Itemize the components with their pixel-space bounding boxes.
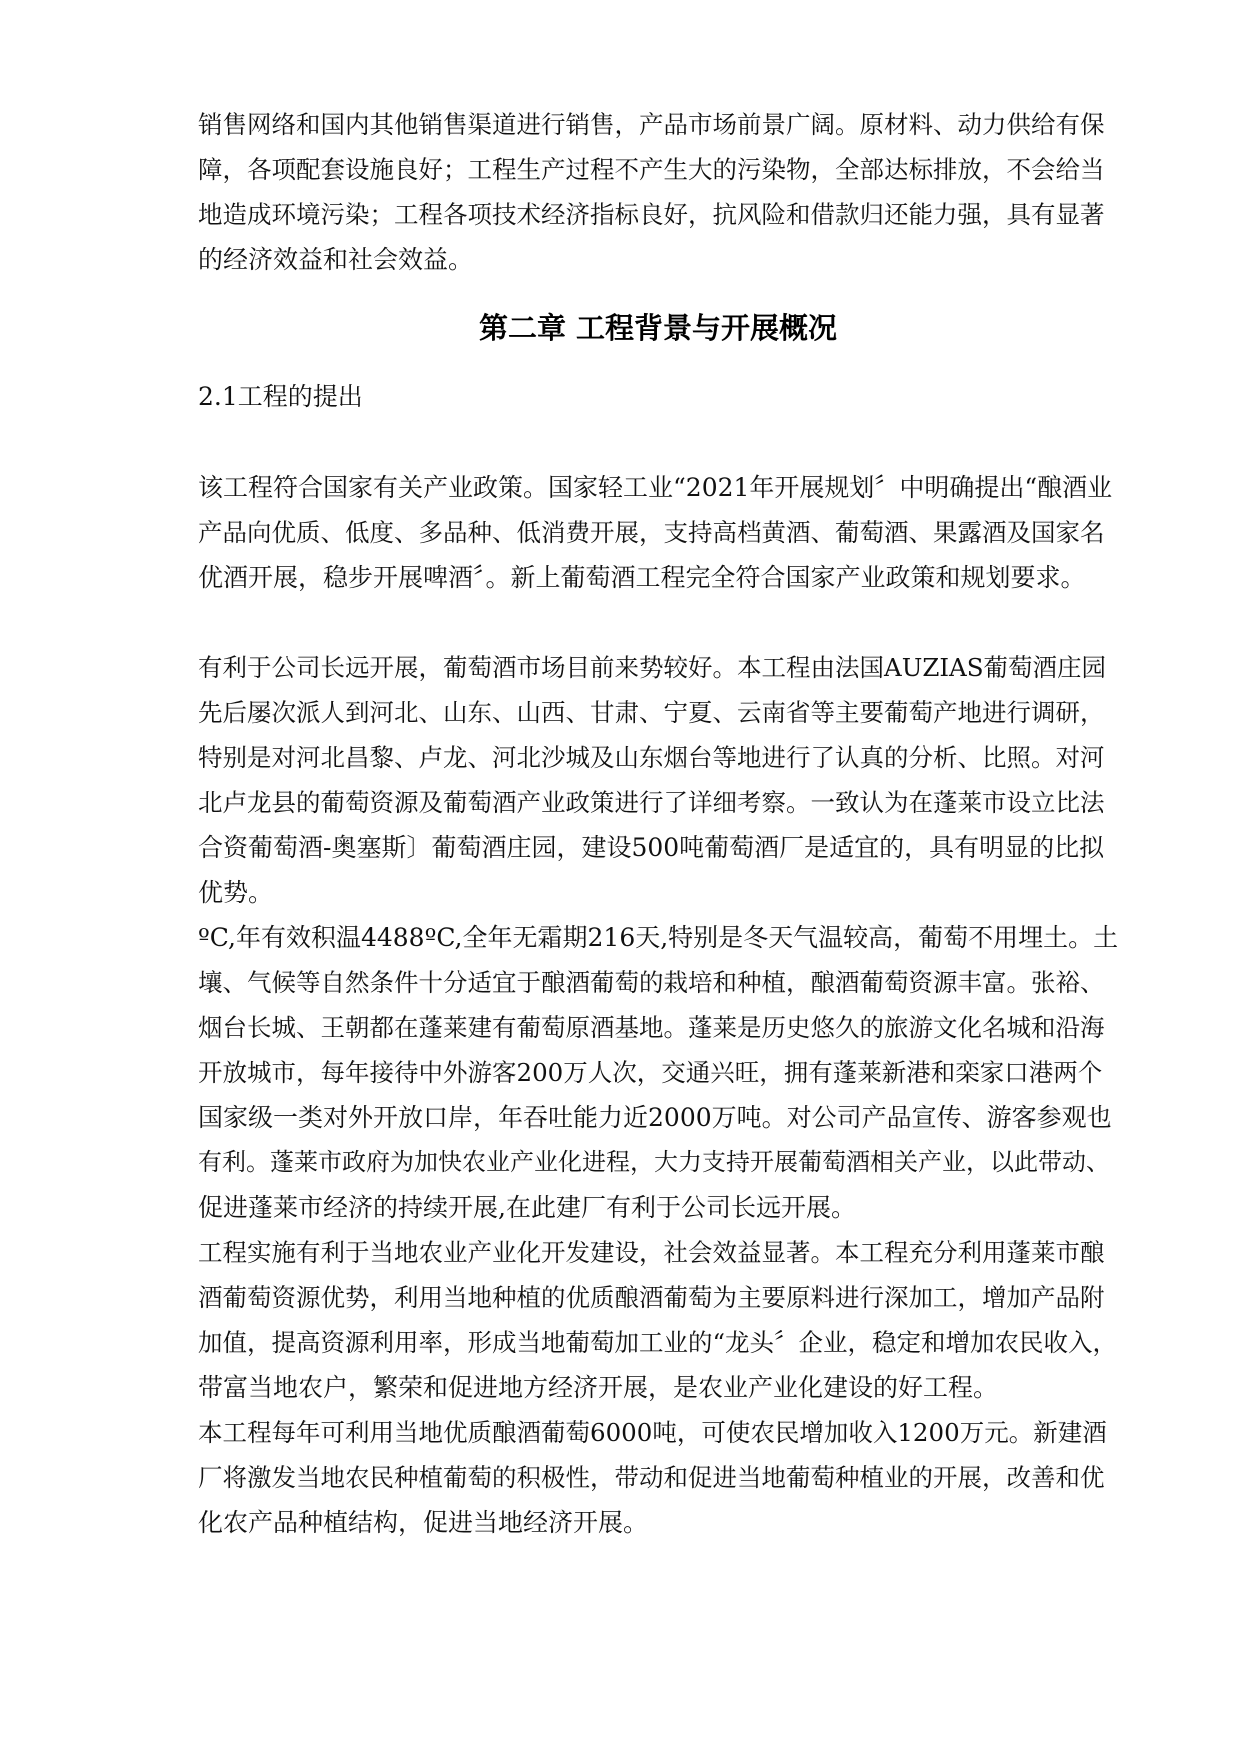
text-line: 先后屡次派人到河北、山东、山西、甘肃、宁夏、云南省等主要葡萄产地进行调研， <box>198 698 1105 727</box>
text-line: 加值，提高资源利用率，形成当地葡萄加工业的“龙头〞企业，稳定和增加农民收入， <box>198 1328 1118 1357</box>
text-line: 有利于公司长远开展，葡萄酒市场目前来势较好。本工程由法国AUZIAS葡萄酒庄园 <box>198 653 1107 682</box>
text-line: 有利。蓬莱市政府为加快农业产业化进程，大力支持开展葡萄酒相关产业，以此带动、 <box>198 1148 1110 1176</box>
text-line: 销售网络和国内其他销售渠道进行销售，产品市场前景广阔。原材料、动力供给有保 <box>198 110 1105 139</box>
text-line: 产品向优质、低度、多品种、低消费开展，支持高档黄酒、葡萄酒、果露酒及国家名 <box>198 518 1105 547</box>
text-line: 优势。 <box>198 878 274 907</box>
text-line: 地造成环境污染；工程各项技术经济指标良好，抗风险和借款归还能力强，具有显著 <box>198 200 1105 229</box>
section-heading: 2.1工程的提出 <box>198 382 363 411</box>
chapter-title: 第二章 工程背景与开展概况 <box>478 311 838 345</box>
text-line: 带富当地农户，繁荣和促进地方经济开展，是农业产业化建设的好工程。 <box>198 1373 999 1402</box>
text-line: 北卢龙县的葡萄资源及葡萄酒产业政策进行了详细考察。一致认为在蓬莱市设立比法 <box>198 788 1105 817</box>
text-line: 酒葡萄资源优势，利用当地种植的优质酿酒葡萄为主要原料进行深加工，增加产品附 <box>198 1283 1105 1312</box>
climate-paragraph <box>198 915 1118 1230</box>
policy-paragraph <box>198 465 1118 600</box>
text-line: 烟台长城、王朝都在蓬莱建有葡萄原酒基地。蓬莱是历史悠久的旅游文化名城和沿海 <box>198 1013 1105 1042</box>
text-line: 障，各项配套设施良好；工程生产过程不产生大的污染物，全部达标排放，不会给当 <box>198 155 1105 184</box>
text-line: 促进蓬莱市经济的持续开展,在此建厂有利于公司长远开展。 <box>198 1193 856 1222</box>
text-line: 国家级一类对外开放口岸，年吞吐能力近2000万吨。对公司产品宣传、游客参观也 <box>198 1103 1112 1132</box>
text-line: ºC,年有效积温4488ºC,全年无霜期216天,特别是冬天气温较高，葡萄不用埋土。土 <box>198 923 1119 952</box>
text-line: 厂将激发当地农民种植葡萄的积极性，带动和促进当地葡萄种植业的开展，改善和优 <box>198 1463 1105 1492</box>
text-line: 合资葡萄酒-奥塞斯〕葡萄酒庄园，建设500吨葡萄酒厂是适宜的，具有明显的比拟 <box>198 833 1105 862</box>
text-line: 工程实施有利于当地农业产业化开发建设，社会效益显著。本工程充分利用蓬莱市酿 <box>198 1238 1105 1267</box>
text-line: 的经济效益和社会效益。 <box>198 245 474 274</box>
text-line: 本工程每年可利用当地优质酿酒葡萄6000吨，可使农民增加收入1200万元。新建酒 <box>198 1418 1107 1447</box>
income-paragraph <box>198 1410 1118 1545</box>
text-line: 特别是对河北昌黎、卢龙、河北沙城及山东烟台等地进行了认真的分析、比照。对河 <box>198 743 1105 772</box>
text-line: 优酒开展，稳步开展啤酒〞。新上葡萄酒工程完全符合国家产业政策和规划要求。 <box>198 563 1086 592</box>
agriculture-paragraph <box>198 1230 1118 1410</box>
text-line: 壤、气候等自然条件十分适宜于酿酒葡萄的栽培和种植，酿酒葡萄资源丰富。张裕、 <box>198 968 1105 997</box>
text-line: 开放城市，每年接待中外游客200万人次，交通兴旺，拥有蓬莱新港和栾家口港两个 <box>198 1058 1103 1087</box>
company-paragraph <box>198 645 1118 915</box>
text-line: 该工程符合国家有关产业政策。国家轻工业“2021年开展规划〞中明确提出“酿酒业 <box>198 473 1113 502</box>
intro-paragraph <box>198 102 1118 282</box>
text-line: 化农产品种植结构，促进当地经济开展。 <box>198 1508 649 1537</box>
